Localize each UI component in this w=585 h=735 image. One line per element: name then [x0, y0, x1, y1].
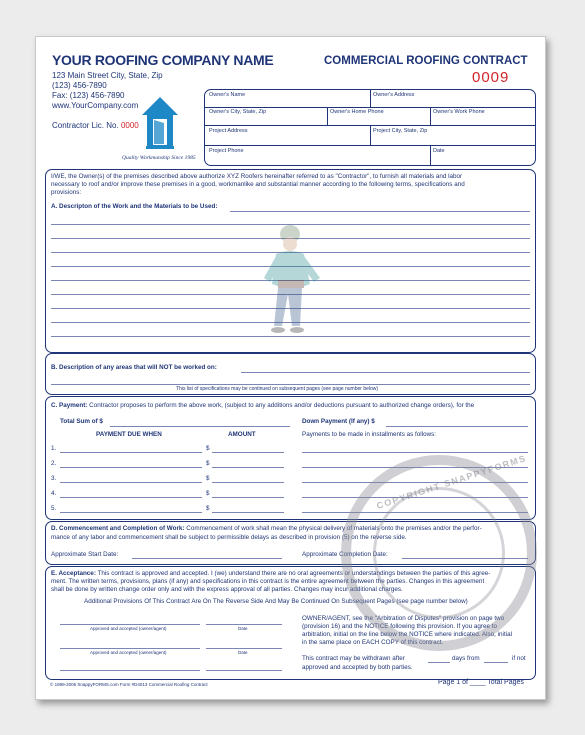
- house-logo-icon: [140, 95, 180, 151]
- license-label: Contractor Lic. No. 0000: [52, 121, 139, 130]
- additional-provisions: Additional Provisions Of This Contract Are On The Reverse Side And May Be Continued On Subsequent Pages (see page number below): [84, 598, 468, 605]
- section-d-line-2: mance of any labor and commencement shall be subject to permissible delays as described in provision (5) on the reverse side.: [51, 534, 407, 541]
- withdraw-text-2: approved and accepted by both parties.: [302, 664, 413, 671]
- start-date-label: Approximate Start Date:: [51, 551, 119, 558]
- amount-header: AMOUNT: [228, 431, 256, 438]
- arbitration-line-3: arbitration, initial on the line below the NOTICE where indicated. Also, initial: [302, 631, 513, 638]
- date-label-1: Date: [238, 626, 248, 631]
- section-d-line-1: D. Commencement and Completion of Work: Commencement of work shall mean the physical delivery of materials onto the premises and/or the perfor-: [51, 525, 482, 532]
- signature-label-1: Approved and accepted (owner/agent): [90, 626, 167, 631]
- dollar-5: $: [206, 505, 210, 512]
- owners-address-field[interactable]: Owner's Address: [373, 92, 415, 98]
- section-b-note: This list of specifications may be continued on subsequent pages (see page number below): [176, 386, 379, 392]
- roofer-watermark-image: [258, 222, 328, 340]
- owners-home-phone-field[interactable]: Owner's Home Phone: [330, 109, 384, 115]
- section-c-text: C. Payment: Contractor proposes to perform the above work, (subject to any additions and/or deductions pursuant to authorized change orders), for the: [51, 402, 475, 409]
- section-a-title: A. Descripton of the Work and the Materials to be Used:: [51, 203, 218, 210]
- payment-row-5: 5.: [51, 505, 57, 512]
- dollar-3: $: [206, 475, 210, 482]
- section-e-line-1: E. Acceptance: This contract is approved and accepted. I (we) understand there are no oral agreements or understandings between the parties of this agree-: [51, 570, 491, 577]
- down-payment-label: Down Payment (If any) $: [302, 418, 375, 425]
- withdraw-ifnot: if not: [512, 655, 526, 662]
- footer-copyright: © 1999-2006 SnappyFORMS.com Form #D4013 Commercial Roofing Contract: [50, 682, 208, 687]
- project-phone-field[interactable]: Project Phone: [209, 148, 244, 154]
- contract-number: 0009: [472, 69, 510, 86]
- copyright-seal: [341, 452, 537, 651]
- section-e-line-3: shall be done by written change order only and with the express approval of all parties. Changes may incur additional charges.: [51, 586, 403, 593]
- intro-line-2: necessary to roof and/or improve these premises in a good, workmanlike and substantial manner according to the following terms, specifications and: [51, 181, 465, 188]
- project-address-field[interactable]: Project Address: [209, 128, 248, 134]
- completion-date-label: Approximate Completion Date:: [302, 551, 388, 558]
- payment-row-2: 2.: [51, 460, 57, 467]
- contract-form: [35, 36, 546, 700]
- section-e-line-2: ment. The written terms, provisions, plans (if any) and specifications in this contract is the entire agreement between the parties. Changes in this agreement: [51, 578, 485, 585]
- withdraw-text-1: This contract may be withdrawn after: [302, 655, 405, 662]
- intro-line-1: I/WE, the Owner(s) of the premises described above authorize XYZ Roofers hereinafter referred to as "Contractor", to furnish all materials and labor: [51, 173, 463, 180]
- section-b-box: [45, 353, 536, 395]
- license-number: 0000: [120, 121, 139, 130]
- company-website: www.YourCompany.com: [52, 101, 139, 110]
- arbitration-line-2: (provision 16) and the NOTICE following this provision. If you agree to: [302, 623, 497, 630]
- dollar-2: $: [206, 460, 210, 467]
- owners-city-field[interactable]: Owner's City, State, Zip: [209, 109, 267, 115]
- copyright-seal-text: COPYRIGHT SNAPPYFORMS: [375, 452, 528, 512]
- contract-title: COMMERCIAL ROOFING CONTRACT: [324, 55, 528, 67]
- company-address: 123 Main Street City, State, Zip: [52, 71, 163, 80]
- page-number: Page 1 of ____ Total Pages: [438, 679, 524, 686]
- withdraw-days: days from: [452, 655, 480, 662]
- section-a-box: [45, 169, 536, 353]
- payment-row-4: 4.: [51, 490, 57, 497]
- dollar-1: $: [206, 445, 210, 452]
- owners-work-phone-field[interactable]: Owner's Work Phone: [433, 109, 485, 115]
- company-name: YOUR ROOFING COMPANY NAME: [52, 52, 274, 68]
- tagline: Quality Workmanship Since 1985: [122, 155, 196, 161]
- signature-label-2: Approved and accepted (owner/agent): [90, 650, 167, 655]
- arbitration-line-4: in the same place on EACH COPY of this contract.: [302, 639, 444, 646]
- section-b-title: B. Description of any areas that will NOT be worked on:: [51, 364, 217, 371]
- total-sum-label: Total Sum of $: [60, 418, 103, 425]
- payment-row-3: 3.: [51, 475, 57, 482]
- installments-label: Payments to be made in installments as follows:: [302, 431, 437, 438]
- dollar-4: $: [206, 490, 210, 497]
- company-phone: (123) 456-7890: [52, 81, 107, 90]
- company-fax: Fax: (123) 456-7890: [52, 91, 125, 100]
- owner-info-box: [204, 89, 536, 166]
- date-label-2: Date: [238, 650, 248, 655]
- date-field[interactable]: Date: [433, 148, 445, 154]
- payment-row-1: 1.: [51, 445, 57, 452]
- project-city-field[interactable]: Project City, State, Zip: [373, 128, 428, 134]
- payment-due-header: PAYMENT DUE WHEN: [96, 431, 162, 438]
- owners-name-field[interactable]: Owner's Name: [209, 92, 246, 98]
- arbitration-line-1: OWNER/AGENT, see the "Arbitration of Disputes" provision on page two: [302, 615, 505, 622]
- intro-line-3: provisions:: [51, 189, 82, 196]
